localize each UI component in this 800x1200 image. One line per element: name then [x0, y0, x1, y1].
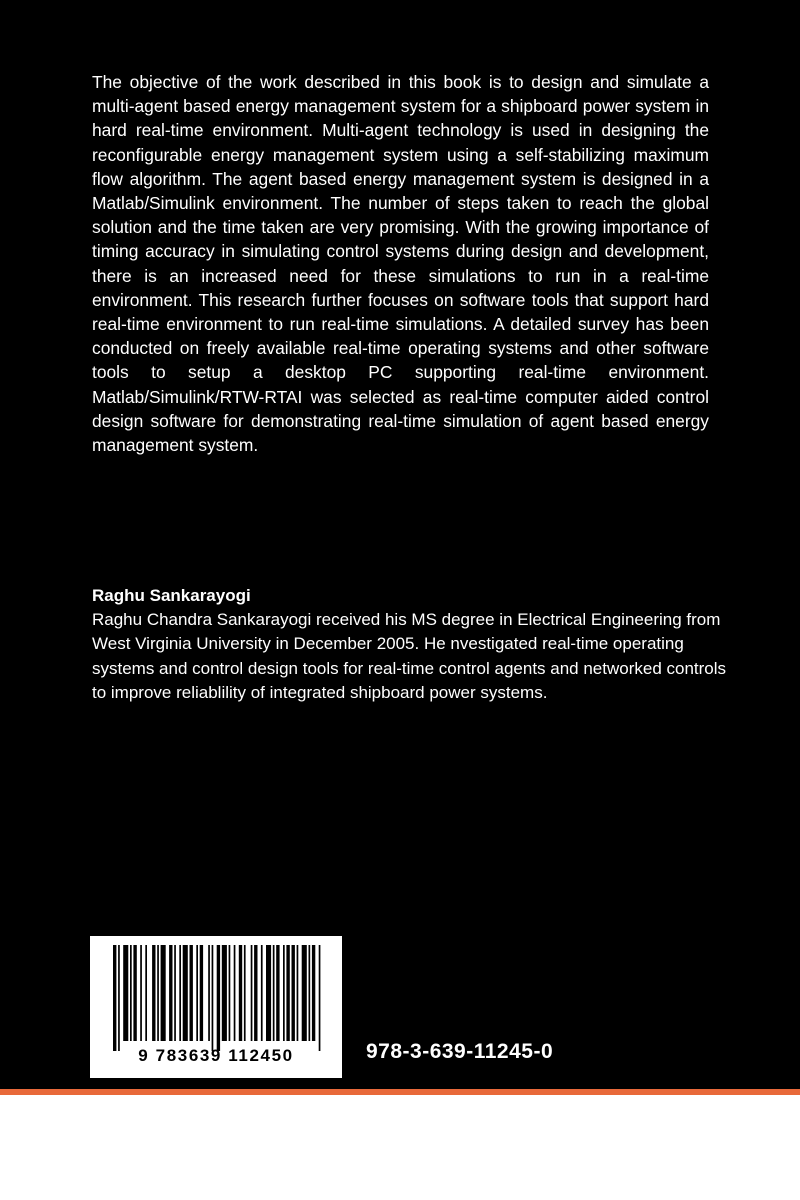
- barcode-digits: 9 783639 112450: [138, 1046, 294, 1065]
- barcode-bar: [200, 945, 203, 1041]
- barcode-bar: [319, 945, 321, 1051]
- author-bio: Raghu Chandra Sankarayogi received his MS degree in Electrical Engineering from West Virginia University in December 2005. He nvestigated real-time operating systems and control design tools for real-time control agents and networked controls to improve reliablility of integrated shipboard power systems.: [92, 610, 727, 702]
- isbn-barcode: [90, 936, 342, 1078]
- barcode-bar: [234, 945, 236, 1041]
- barcode-bar: [157, 945, 159, 1041]
- barcode-bar: [244, 945, 246, 1041]
- barcode-bar: [113, 945, 116, 1051]
- barcode-bar: [217, 945, 220, 1051]
- barcode-graphic: [91, 937, 341, 1077]
- author-name: Raghu Sankarayogi: [92, 586, 251, 605]
- barcode-bar: [309, 945, 311, 1041]
- barcode-bar: [212, 945, 214, 1051]
- barcode-bar: [152, 945, 155, 1041]
- book-description: The objective of the work described in this book is to design and simulate a multi-agent based energy management system for a shipboard power system in hard real-time environment. Multi-agent technology is used in designing the reconfigurable energy management system using a self-stabilizing maximum flow algorithm. The agent based energy management system is designed in a Matlab/Simulink environment. The number of steps taken to reach the global solution and the time taken are very promising. With the growing importance of timing accuracy in simulating control systems during design and development, there is an increased need for these simulations to run in a real-time environment. This research further focuses on software tools that support hard real-time environment to run real-time simulations. A detailed survey has been conducted on freely available real-time operating systems and other software tools to setup a desktop PC supporting real-time environment. Matlab/Simulink/RTW-RTAI was selected as real-time computer aided control design software for demonstrating real-time simulation of agent based energy management system.: [92, 72, 709, 456]
- barcode-bar: [266, 945, 271, 1041]
- barcode-bar: [145, 945, 147, 1041]
- barcode-bar: [273, 945, 275, 1041]
- barcode-bar: [239, 945, 242, 1041]
- barcode-bar: [208, 945, 210, 1041]
- barcode-bar: [130, 945, 132, 1041]
- barcode-bar: [174, 945, 176, 1041]
- barcode-bar: [261, 945, 263, 1041]
- barcode-bar: [118, 945, 120, 1051]
- barcode-bar: [123, 945, 128, 1041]
- barcode-bar: [229, 945, 231, 1041]
- barcode-bar: [161, 945, 166, 1041]
- barcode-bar: [133, 945, 136, 1041]
- barcode-bar: [302, 945, 307, 1041]
- barcode-bar: [183, 945, 188, 1041]
- barcode-bar: [286, 945, 289, 1041]
- barcode-bar: [251, 945, 253, 1041]
- author-section: [92, 584, 732, 705]
- barcode-bar: [222, 945, 227, 1041]
- barcode-bar: [292, 945, 295, 1041]
- page-margin: [0, 1095, 800, 1200]
- barcode-bar: [297, 945, 299, 1041]
- barcode-bars: [113, 945, 320, 1051]
- barcode-bar: [276, 945, 279, 1041]
- isbn-number: 978-3-639-11245-0: [366, 1040, 554, 1063]
- barcode-bar: [190, 945, 193, 1041]
- barcode-bar: [140, 945, 142, 1041]
- barcode-bar: [254, 945, 257, 1041]
- barcode-bar: [312, 945, 315, 1041]
- barcode-bar: [196, 945, 198, 1041]
- barcode-bar: [169, 945, 172, 1041]
- barcode-bar: [179, 945, 181, 1041]
- barcode-bar: [283, 945, 285, 1041]
